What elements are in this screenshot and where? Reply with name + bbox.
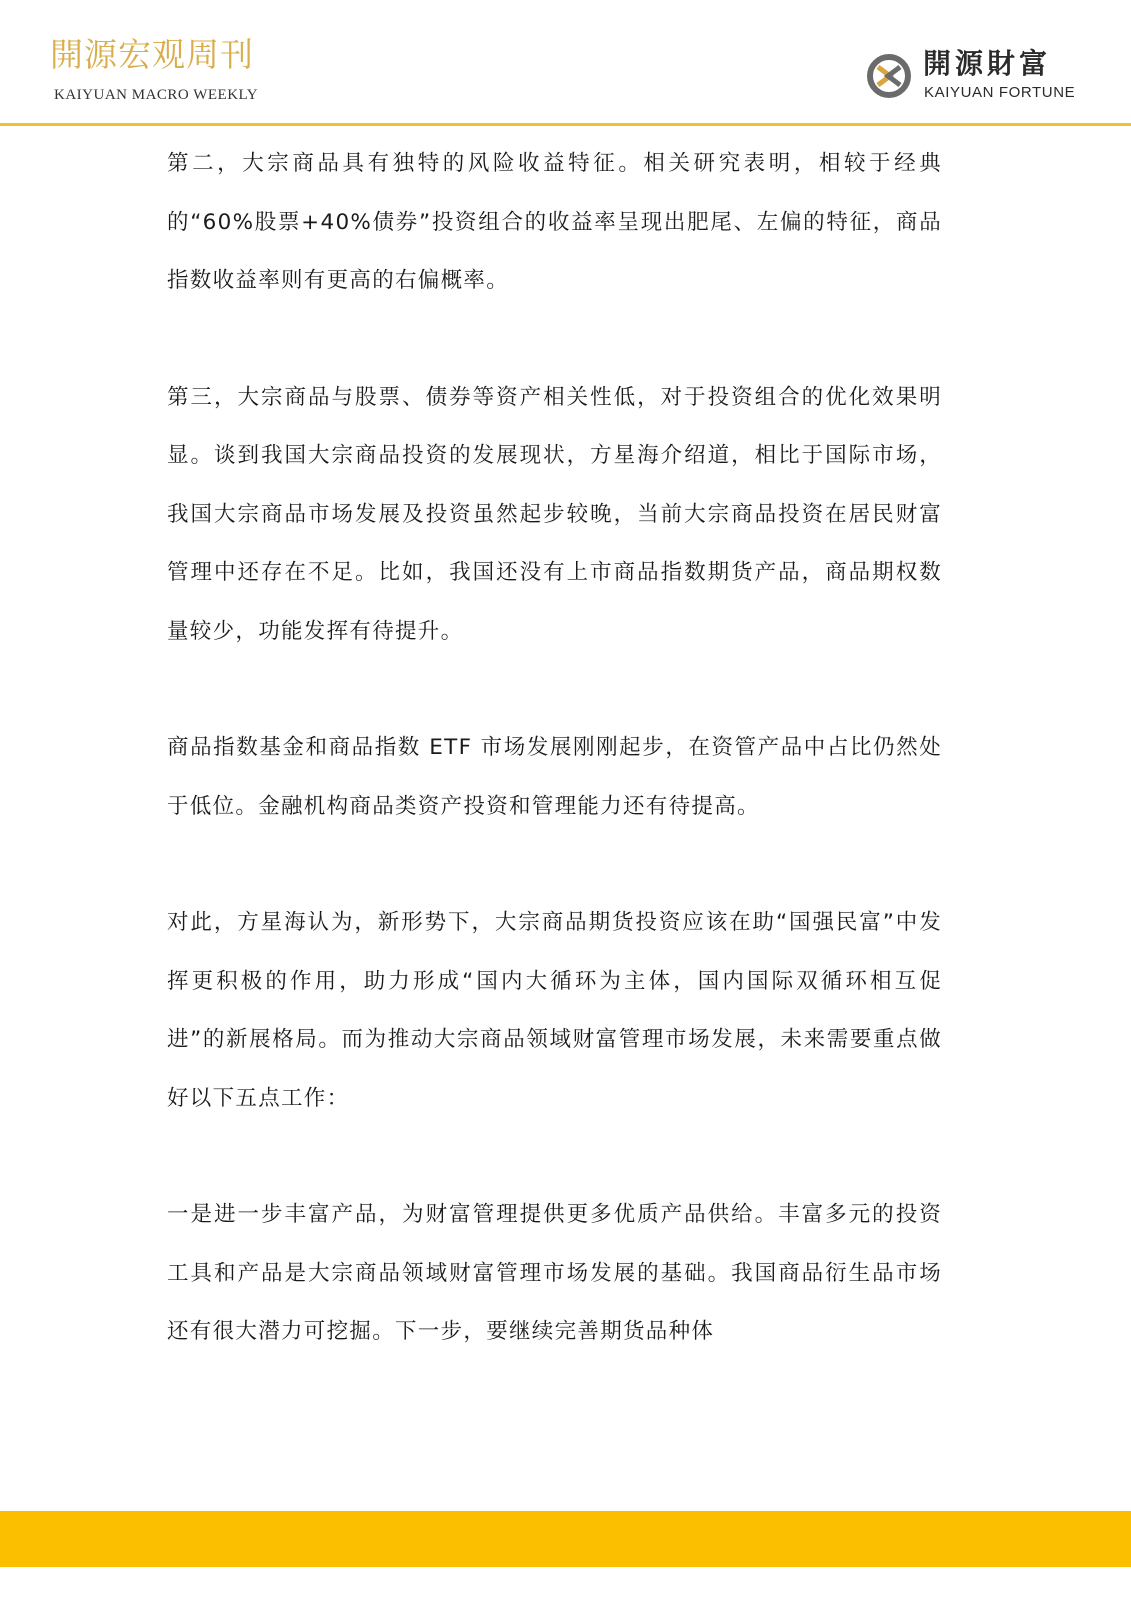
paragraph: 一是进一步丰富产品，为财富管理提供更多优质产品供给。丰富多元的投资工具和产品是大宗商品领域财富管理市场发展的基础。我国商品衍生品市场还有很大潜力可挖掘。下一步，要继续完善期货品种体 [167, 1202, 942, 1344]
paragraph: 对此，方星海认为，新形势下，大宗商品期货投资应该在助“国强民富”中发挥更积极的作用，助力形成“国内大循环为主体，国内国际双循环相互促进”的新展格局。而为推动大宗商品领域财富管理市场发展，未来需要重点做好以下五点工作： [167, 910, 942, 1111]
kaiyuan-logo-icon [865, 52, 913, 100]
header-divider [0, 123, 1131, 126]
paragraph: 商品指数基金和商品指数 ETF 市场发展刚刚起步，在资管产品中占比仍然处于低位。金融机构商品类资产投资和管理能力还有待提高。 [167, 735, 942, 819]
logo-name: 開源財富 [923, 47, 1052, 80]
paragraph: 第二，大宗商品具有独特的风险收益特征。相关研究表明，相较于经典的“60%股票+40%债券”投资组合的收益率呈现出肥尾、左偏的特征，商品指数收益率则有更高的右偏概率。 [167, 151, 942, 293]
logo-english-name: KAIYUAN FORTUNE [924, 84, 1076, 101]
page-header [0, 0, 1131, 126]
company-logo [865, 46, 1105, 106]
article-body [167, 135, 942, 1420]
publication-subtitle: KAIYUAN MACRO WEEKLY [54, 87, 259, 103]
footer-bar [0, 1511, 1131, 1567]
paragraph: 第三，大宗商品与股票、债券等资产相关性低，对于投资组合的优化效果明显。谈到我国大宗商品投资的发展现状，方星海介绍道，相比于国际市场，我国大宗商品市场发展及投资虽然起步较晚，当前大宗商品投资在居民财富管理中还存在不足。比如，我国还没有上市商品指数期货产品，商品期权数量较少，功能发挥有待提升。 [167, 384, 942, 644]
publication-title: 開源宏观周刊 [50, 35, 254, 74]
